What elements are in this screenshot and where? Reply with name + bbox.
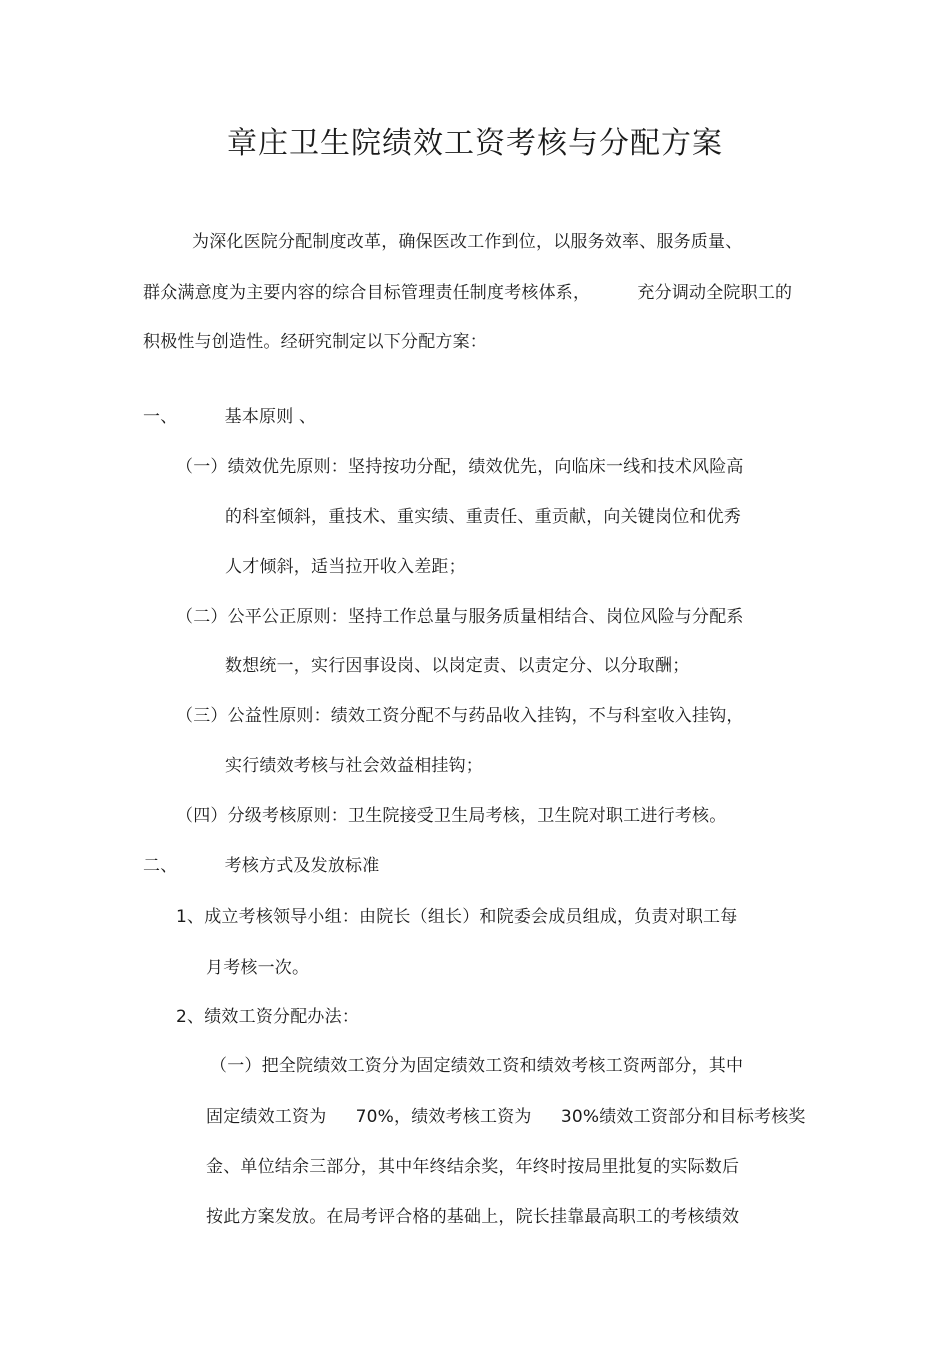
intro-line: 为深化医院分配制度改革，确保医改工作到位，以服务效率、服务质量、 <box>192 232 743 252</box>
list-item-line: 1、成立考核领导小组：由院长（组长）和院委会成员组成，负责对职工每 <box>176 907 738 927</box>
intro-line <box>143 282 792 304</box>
paragraph-text: 固定绩效工资为 <box>206 1107 327 1127</box>
paragraph-text: 70%，绩效考核工资为 <box>355 1107 532 1127</box>
paragraph-line: 金、单位结余三部分，其中年终结余奖，年终时按局里批复的实际数后 <box>206 1157 740 1177</box>
paragraph-line: （一）把全院绩效工资分为固定绩效工资和绩效考核工资两部分，其中 <box>210 1056 744 1076</box>
list-item-line: 月考核一次。 <box>206 958 310 978</box>
paragraph-line: 的科室倾斜，重技术、重实绩、重责任、重贡献，向关键岗位和优秀 <box>225 507 741 527</box>
list-item-line: 2、绩效工资分配办法： <box>176 1007 360 1027</box>
paragraph-line: （三）公益性原则：绩效工资分配不与药品收入挂钩，不与科室收入挂钩， <box>176 706 744 726</box>
intro-text: 充分调动全院职工的 <box>637 283 793 303</box>
intro-line: 积极性与创造性。经研究制定以下分配方案： <box>143 332 487 352</box>
section-heading <box>143 855 379 877</box>
paragraph-line: 数想统一，实行因事设岗、以岗定责、以责定分、以分取酬； <box>225 656 690 676</box>
paragraph-line: （四）分级考核原则：卫生院接受卫生局考核，卫生院对职工进行考核。 <box>176 806 727 826</box>
paragraph-line <box>206 1106 806 1128</box>
paragraph-text: 30%绩效工资部分和目标考核奖 <box>560 1107 806 1127</box>
section-heading <box>143 406 316 428</box>
section-title: 考核方式及发放标准 <box>224 856 380 876</box>
document-title: 章庄卫生院绩效工资考核与分配方案 <box>227 126 723 161</box>
section-number: 一、 <box>143 407 178 427</box>
section-number: 二、 <box>143 856 178 876</box>
paragraph-line: 实行绩效考核与社会效益相挂钩； <box>225 756 483 776</box>
section-title: 基本原则 、 <box>224 407 317 427</box>
paragraph-line: 人才倾斜，适当拉开收入差距； <box>225 557 466 577</box>
paragraph-line: （一）绩效优先原则：坚持按功分配，绩效优先，向临床一线和技术风险高 <box>176 457 744 477</box>
paragraph-line: （二）公平公正原则：坚持工作总量与服务质量相结合、岗位风险与分配系 <box>176 607 744 627</box>
intro-text: 群众满意度为主要内容的综合目标管理责任制度考核体系， <box>143 283 591 303</box>
paragraph-line: 按此方案发放。在局考评合格的基础上，院长挂靠最高职工的考核绩效 <box>206 1207 740 1227</box>
